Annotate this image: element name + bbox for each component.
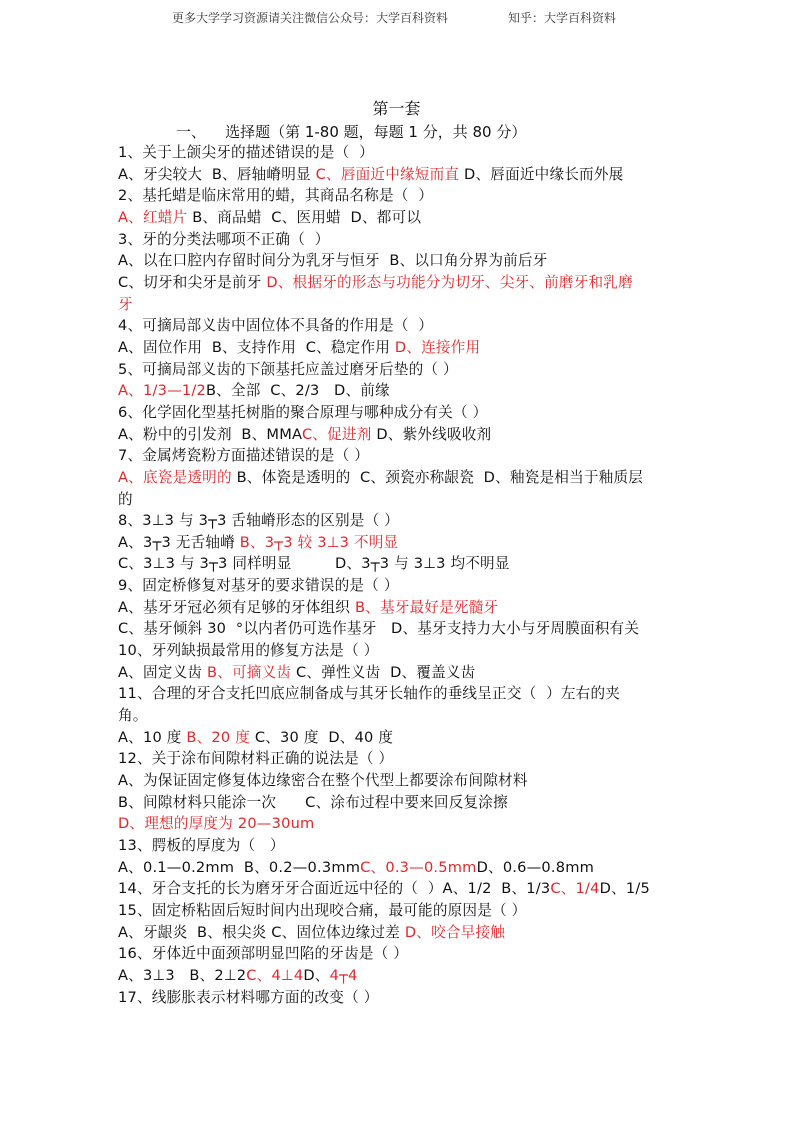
- answer-text: B、3┬3 较 3⊥3 不明显: [239, 533, 399, 551]
- question-text: C、基牙倾斜 30 °以内者仍可选作基牙 D、基牙支持力大小与牙周膜面积有关: [118, 620, 640, 638]
- text-line: [118, 705, 678, 727]
- question-text: 11、合理的牙合支托凹底应制备成与其牙长轴作的垂线呈正交（ ）左右的夹: [118, 685, 621, 703]
- text-line: [118, 207, 678, 229]
- question-text: 15、固定桥粘固后短时间内出现咬合痛，最可能的原因是（ ）: [118, 901, 527, 919]
- document-title: 第一套: [372, 99, 421, 118]
- question-text: 4、可摘局部义齿中固位体不具备的作用是（ ）: [118, 317, 434, 335]
- question-text: A、粉中的引发剂 B、MMA: [118, 425, 302, 443]
- header-right-text: 知乎：大学百科资料: [508, 11, 617, 25]
- question-text: A、固定义齿: [118, 663, 207, 681]
- text-line: [118, 922, 678, 944]
- question-text: 3、牙的分类法哪项不正确（ ）: [118, 230, 330, 248]
- answer-text: C、唇面近中缘短而直: [315, 165, 460, 183]
- text-line: [118, 770, 678, 792]
- question-text: C、3⊥3 与 3┬3 同样明显 D、3┬3 与 3⊥3 均不明显: [118, 555, 510, 573]
- question-text: 1、关于上颌尖牙的描述错误的是（ ）: [118, 144, 374, 161]
- question-text: 7、金属烤瓷粉方面描述错误的是（ ）: [118, 447, 370, 465]
- answer-text: B、基牙最好是死髓牙: [354, 598, 499, 616]
- text-line: [118, 727, 678, 749]
- question-text: 17、线膨胀表示材料哪方面的改变（ ）: [118, 988, 379, 1006]
- question-text: A、牙龈炎 B、根尖炎 C、固位体边缘过差: [118, 923, 405, 941]
- question-text: A、基牙牙冠必须有足够的牙体组织: [118, 598, 355, 616]
- question-text: 13、腭板的厚度为（ ）: [118, 837, 285, 854]
- text-line: [118, 575, 678, 597]
- text-line: [118, 272, 678, 294]
- text-line: [118, 294, 678, 316]
- question-text: A、为保证固定修复体边缘密合在整个代型上都要涂布间隙材料: [118, 772, 528, 790]
- answer-text: D、连接作用: [394, 338, 481, 356]
- section-heading: 一、 选择题（第 1-80 题，每题 1 分，共 80 分）: [176, 123, 527, 141]
- question-text: D、唇面近中缘长而外展: [459, 165, 624, 183]
- text-line: [118, 792, 678, 814]
- text-line: [118, 900, 678, 922]
- question-text: A、3⊥3 B、2⊥2: [118, 966, 247, 984]
- text-line: [118, 380, 678, 402]
- question-text: A、以在口腔内存留时间分为乳牙与恒牙 B、以口角分界为前后牙: [118, 252, 548, 270]
- question-list: [118, 142, 678, 1008]
- text-line: [118, 987, 678, 1009]
- text-line: [118, 618, 678, 640]
- answer-text: 4┬4: [329, 966, 358, 984]
- text-line: [118, 532, 678, 554]
- text-line: [118, 662, 678, 684]
- question-text: 8、3⊥3 与 3┬3 舌轴嵴形态的区别是（ ）: [118, 512, 399, 530]
- answer-text: D、理想的厚度为 20—30um: [118, 815, 315, 833]
- question-text: 12、关于涂布间隙材料正确的说法是（ ）: [118, 750, 394, 768]
- text-line: [118, 337, 678, 359]
- question-text: B、商品蜡 C、医用蜡 D、都可以: [187, 208, 422, 226]
- question-text: A、固位作用 B、支持作用 C、稳定作用: [118, 338, 395, 356]
- text-line: [118, 683, 678, 705]
- text-line: [118, 597, 678, 619]
- question-text: 2、基托蜡是临床常用的蜡，其商品名称是（ ）: [118, 187, 434, 205]
- question-text: C、切牙和尖牙是前牙: [118, 273, 267, 291]
- text-line: [118, 250, 678, 272]
- question-text: A、牙尖较大 B、唇轴嵴明显: [118, 165, 316, 183]
- question-text: 6、化学固化型基托树脂的聚合原理与哪种成分有关（ ）: [118, 403, 488, 421]
- text-line: [118, 229, 678, 251]
- text-line: [118, 857, 678, 879]
- question-text: B、全部 C、2/3 D、前缘: [205, 382, 390, 400]
- text-line: [118, 640, 678, 662]
- text-line: [118, 510, 678, 532]
- answer-text: B、20 度: [186, 728, 251, 746]
- question-text: C、30 度 D、40 度: [250, 728, 394, 746]
- question-text: 的: [118, 490, 133, 508]
- question-text: D、: [303, 966, 330, 984]
- question-text: B、间隙材料只能涂一次 C、涂布过程中要来回反复涂擦: [118, 793, 508, 811]
- text-line: [118, 142, 678, 164]
- text-line: [118, 445, 678, 467]
- question-text: 14、牙合支托的长为磨牙牙合面近远中径的（ ）A、1/2 B、1/3: [118, 880, 551, 898]
- text-line: [118, 315, 678, 337]
- question-text: 角。: [118, 707, 148, 725]
- question-text: 5、可摘局部义齿的下颌基托应盖过磨牙后垫的（ ）: [118, 360, 458, 378]
- text-line: [118, 553, 678, 575]
- question-text: A、3┬3 无舌轴嵴: [118, 533, 240, 551]
- text-line: [118, 835, 678, 857]
- question-text: D、0.6—0.8mm: [476, 858, 595, 876]
- answer-text: D、根据牙的形态与功能分为切牙、尖牙、前磨牙和乳磨: [266, 273, 633, 291]
- text-line: [118, 424, 678, 446]
- question-text: A、0.1—0.2mm B、0.2—0.3mm: [118, 858, 361, 876]
- question-text: D、紫外线吸收剂: [371, 425, 492, 443]
- text-line: [118, 164, 678, 186]
- answer-text: A、红蜡片: [118, 208, 188, 226]
- answer-text: C、4⊥4: [246, 966, 304, 984]
- question-text: 10、牙列缺损最常用的修复方法是（ ）: [118, 642, 379, 660]
- answer-text: 牙: [118, 295, 133, 313]
- text-line: [118, 878, 678, 900]
- text-line: [118, 489, 678, 511]
- text-line: [118, 965, 678, 987]
- text-line: [118, 402, 678, 424]
- answer-text: C、0.3—0.5mm: [360, 858, 477, 876]
- text-line: [118, 359, 678, 381]
- question-text: A、10 度: [118, 728, 187, 746]
- header-left-text: 更多大学学习资源请关注微信公众号：大学百科资料: [172, 11, 449, 25]
- answer-text: C、1/4: [550, 880, 600, 898]
- question-text: 16、牙体近中面颈部明显凹陷的牙齿是（ ）: [118, 945, 409, 963]
- answer-text: C、促进剂: [301, 425, 372, 443]
- answer-text: A、底瓷是透明的: [118, 468, 232, 486]
- question-text: C、弹性义齿 D、覆盖义齿: [291, 663, 476, 681]
- text-line: [118, 748, 678, 770]
- text-line: [118, 943, 678, 965]
- answer-text: D、咬合早接触: [404, 923, 506, 941]
- question-text: 9、固定桥修复对基牙的要求错误的是（ ）: [118, 577, 399, 595]
- text-line: [118, 185, 678, 207]
- text-line: [118, 467, 678, 489]
- question-text: D、1/5: [599, 880, 650, 898]
- answer-text: A、1/3—1/2: [118, 382, 206, 400]
- text-line: [118, 813, 678, 835]
- question-text: B、体瓷是透明的 C、颈瓷亦称龈瓷 D、釉瓷是相当于釉质层: [231, 468, 644, 486]
- answer-text: B、可摘义齿: [207, 663, 292, 681]
